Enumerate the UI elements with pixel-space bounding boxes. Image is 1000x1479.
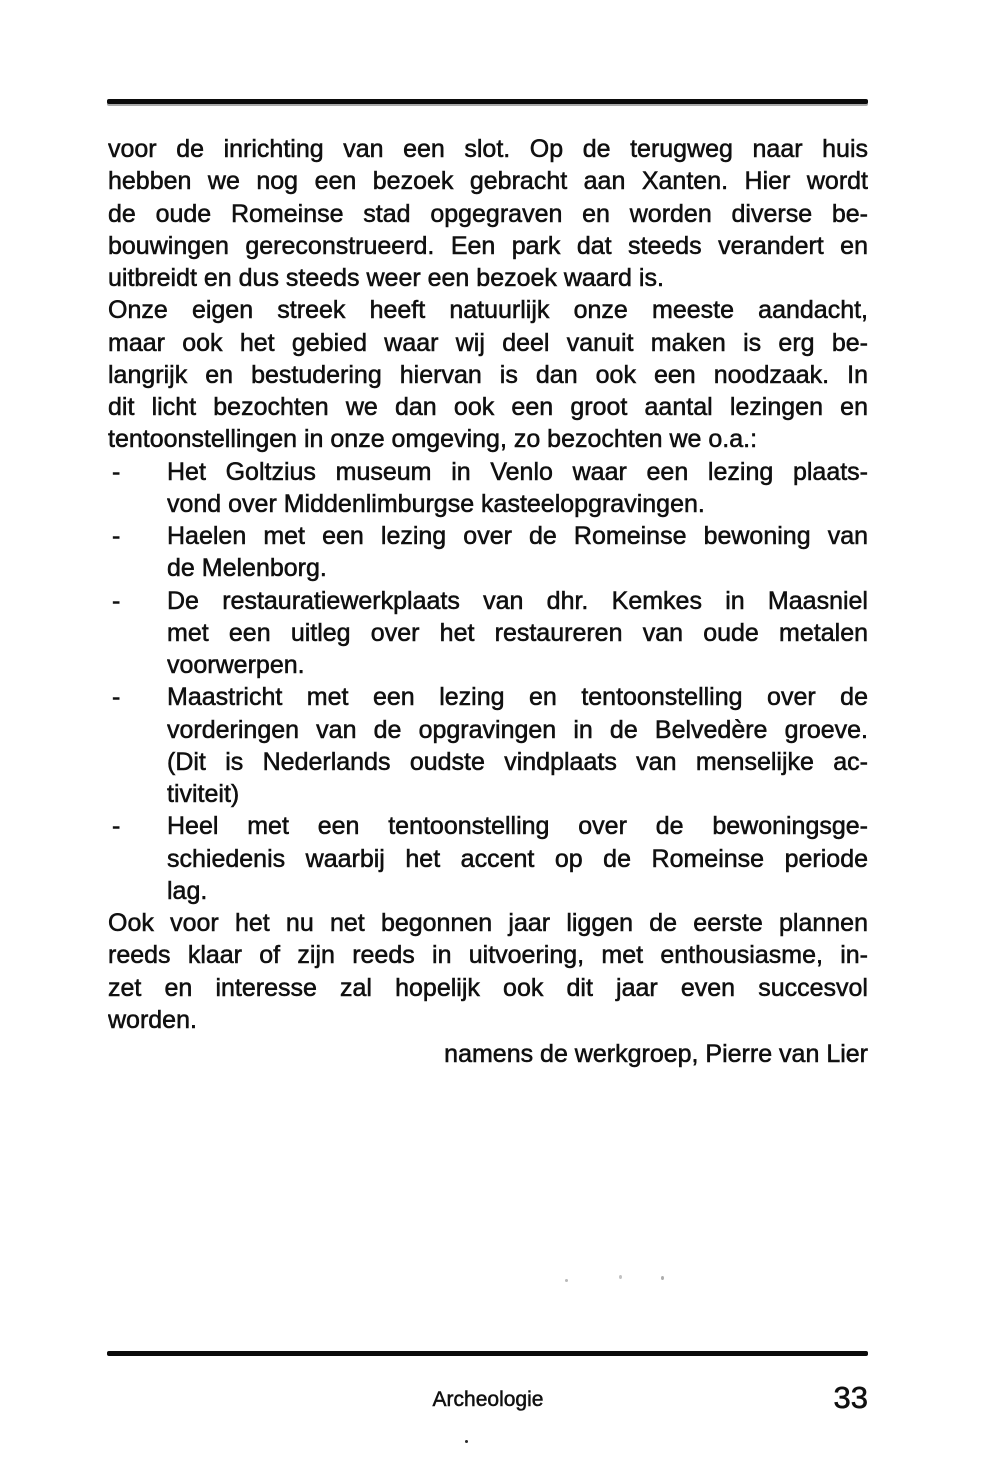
text-line: bouwingen gereconstrueerd. Een park dat steeds verandert en bbox=[108, 231, 868, 260]
paragraph bbox=[108, 294, 868, 455]
scan-speck bbox=[465, 1440, 468, 1443]
top-rule bbox=[107, 99, 868, 104]
text-line: maar ook het gebied waar wij deel vanuit maken is erg be- bbox=[108, 328, 868, 357]
text-line: Haelen met een lezing over de Romeinse bewoning van bbox=[167, 522, 868, 550]
scan-speck bbox=[661, 1276, 664, 1280]
text-line: tentoonstellingen in onze omgeving, zo bezochten we o.a.: bbox=[108, 425, 758, 454]
text-line: Het Goltzius museum in Venlo waar een lezing plaats- bbox=[167, 457, 868, 486]
text-line: zet en interesse zal hopelijk ook dit jaar even succesvol bbox=[108, 973, 868, 1002]
text-line: schiedenis waarbij het accent op de Romeinse periode bbox=[167, 844, 868, 873]
text-line: worden. bbox=[108, 1005, 197, 1034]
text-line: hebben we nog een bezoek gebracht aan Xanten. Hier wordt bbox=[108, 167, 868, 196]
footer-section-label: Archeologie bbox=[432, 1388, 544, 1411]
text-line: vond over Middenlimburgse kasteelopgravingen. bbox=[167, 489, 705, 518]
scan-speck bbox=[565, 1279, 568, 1282]
text-line: met een uitleg over het restaureren van oude metalen bbox=[167, 618, 868, 647]
text-line: Onze eigen streek heeft natuurlijk onze meeste aandacht, bbox=[108, 296, 868, 325]
text-line: de oude Romeinse stad opgegraven en worden diverse be- bbox=[108, 199, 868, 228]
text-line: Maastricht met een lezing en tentoonstelling over de bbox=[167, 683, 868, 712]
list-marker: - bbox=[112, 812, 121, 841]
page-number: 33 bbox=[833, 1380, 868, 1415]
text-line: dit licht bezochten we dan ook een groot aantal lezingen en bbox=[108, 393, 868, 421]
text-line: Ook voor het nu net begonnen jaar liggen de eerste plannen bbox=[108, 909, 868, 937]
list-item bbox=[108, 810, 868, 907]
text-line: vorderingen van de opgravingen in de Belvedère groeve. bbox=[167, 715, 868, 744]
text-line: reeds klaar of zijn reeds in uitvoering, met enthousiasme, in- bbox=[108, 941, 868, 970]
list-item bbox=[108, 520, 868, 585]
list-marker: - bbox=[112, 522, 121, 550]
list-marker: - bbox=[112, 683, 121, 712]
body-text bbox=[108, 133, 868, 1036]
list-marker: - bbox=[112, 586, 121, 615]
text-line: de Melenborg. bbox=[167, 554, 327, 583]
footer-rule bbox=[107, 1351, 868, 1356]
list-marker: - bbox=[112, 457, 121, 486]
text-line: voorwerpen. bbox=[167, 651, 305, 679]
text-line: (Dit is Nederlands oudste vindplaats van menselijke ac- bbox=[167, 747, 868, 776]
text-line: lag. bbox=[167, 876, 208, 905]
paragraph bbox=[108, 907, 868, 1036]
text-line: voor de inrichting van een slot. Op de terugweg naar huis bbox=[108, 135, 868, 163]
text-line: uitbreidt en dus steeds weer een bezoek waard is. bbox=[108, 264, 664, 292]
paragraph bbox=[108, 133, 868, 294]
list-item bbox=[108, 681, 868, 810]
text-line: tiviteit) bbox=[167, 780, 240, 808]
list-item bbox=[108, 456, 868, 521]
text-line: De restauratiewerkplaats van dhr. Kemkes in Maasniel bbox=[167, 586, 868, 615]
text-line: Heel met een tentoonstelling over de bewoningsge- bbox=[167, 812, 868, 841]
scan-speck bbox=[619, 1275, 622, 1279]
list-item bbox=[108, 585, 868, 682]
signature-line: namens de werkgroep, Pierre van Lier bbox=[444, 1040, 868, 1068]
text-line: langrijk en bestudering hiervan is dan ook een noodzaak. In bbox=[108, 360, 868, 389]
